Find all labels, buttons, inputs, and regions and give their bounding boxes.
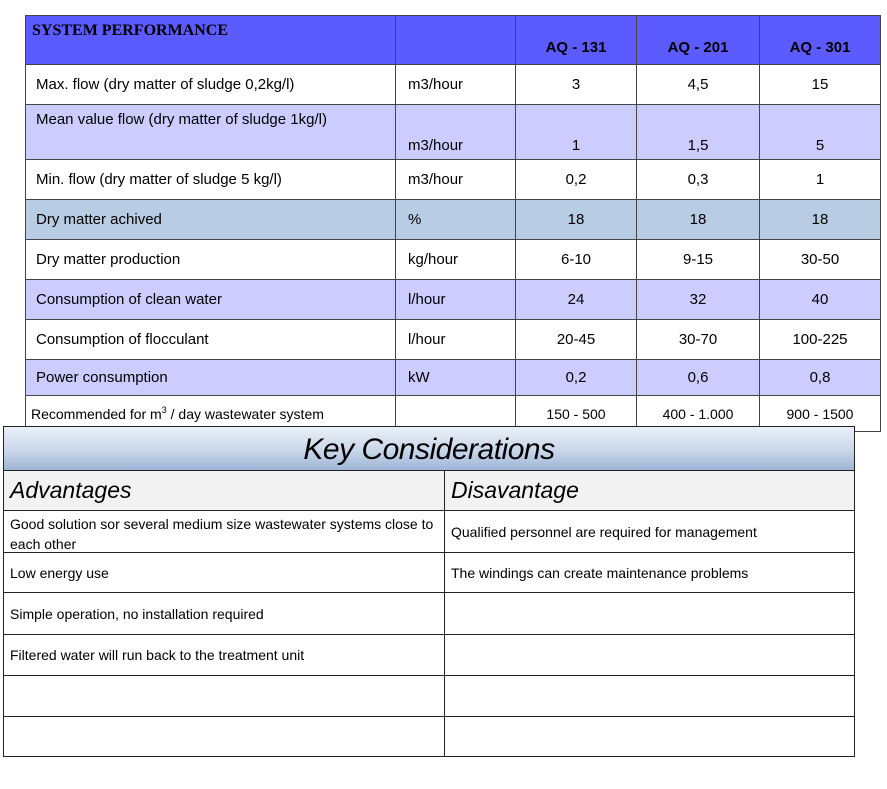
row-value: 0,2 [516,160,637,200]
row-value: 1,5 [637,105,760,160]
disadvantage-item: The windings can create maintenance problems [445,553,854,593]
row-value: 9-15 [637,240,760,280]
model-header-aq301: AQ - 301 [760,16,881,65]
row-value: 15 [760,65,881,105]
advantage-item: Filtered water will run back to the treatment unit [4,635,445,676]
row-unit: m3/hour [396,65,516,105]
model-header-aq201: AQ - 201 [637,16,760,65]
table-row [26,200,881,240]
key-considerations-title: Key Considerations [4,427,854,471]
row-value: 18 [516,200,637,240]
row-value: 24 [516,280,637,320]
advantage-item [4,676,445,717]
row-unit: l/hour [396,280,516,320]
row-label: Max. flow (dry matter of sludge 0,2kg/l) [26,65,396,105]
row-unit: % [396,200,516,240]
row-unit: m3/hour [396,160,516,200]
row-value: 18 [637,200,760,240]
disadvantage-item [445,593,854,635]
row-value: 30-70 [637,320,760,360]
row-value: 40 [760,280,881,320]
system-performance-table [25,15,881,432]
table-row [26,160,881,200]
row-value: 400 - 1.000 [637,396,760,432]
row-value: 20-45 [516,320,637,360]
row-label: Dry matter achived [26,200,396,240]
table-header-row [26,16,881,65]
recommended-label: Recommended for $m^3$ / day wastewater system [26,396,396,432]
disadvantages-header: Disavantage [445,471,854,511]
row-label: Mean value flow (dry matter of sludge 1kg/l) [26,105,396,160]
row-value: 900 - 1500 [760,396,881,432]
row-value: 0,6 [637,360,760,396]
row-label: Consumption of clean water [26,280,396,320]
row-value: 0,2 [516,360,637,396]
row-unit: kg/hour [396,240,516,280]
row-value: 4,5 [637,65,760,105]
row-value: 3 [516,65,637,105]
row-value: 0,3 [637,160,760,200]
table-row [26,320,881,360]
table-row [26,360,881,396]
advantage-item: Simple operation, no installation required [4,593,445,635]
advantage-item [4,717,445,757]
disadvantage-item [445,635,854,676]
table-row [26,105,881,160]
row-label: Min. flow (dry matter of sludge 5 kg/l) [26,160,396,200]
row-value: 150 - 500 [516,396,637,432]
table-row [26,65,881,105]
row-value: 1 [760,160,881,200]
row-value: 1 [516,105,637,160]
key-considerations-table [3,426,855,757]
disadvantage-item [445,717,854,757]
table-row [26,280,881,320]
disadvantage-item [445,676,854,717]
row-unit: kW [396,360,516,396]
disadvantage-item: Qualified personnel are required for management [445,511,854,553]
unit-header-cell [396,16,516,65]
advantage-item: Low energy use [4,553,445,593]
row-value: 18 [760,200,881,240]
model-header-aq131: AQ - 131 [516,16,637,65]
table-title: SYSTEM PERFORMANCE [26,16,396,65]
row-value: 6-10 [516,240,637,280]
row-label: Power consumption [26,360,396,396]
row-value: 0,8 [760,360,881,396]
advantages-header: Advantages [4,471,445,511]
advantage-item: Good solution sor several medium size wastewater systems close to each other [4,511,445,553]
row-value: 32 [637,280,760,320]
row-label: Consumption of flocculant [26,320,396,360]
row-unit: m3/hour [396,105,516,160]
considerations-grid [4,471,854,757]
row-value: 100-225 [760,320,881,360]
row-unit: l/hour [396,320,516,360]
row-value: 5 [760,105,881,160]
row-label: Dry matter production [26,240,396,280]
row-value: 30-50 [760,240,881,280]
table-row [26,240,881,280]
